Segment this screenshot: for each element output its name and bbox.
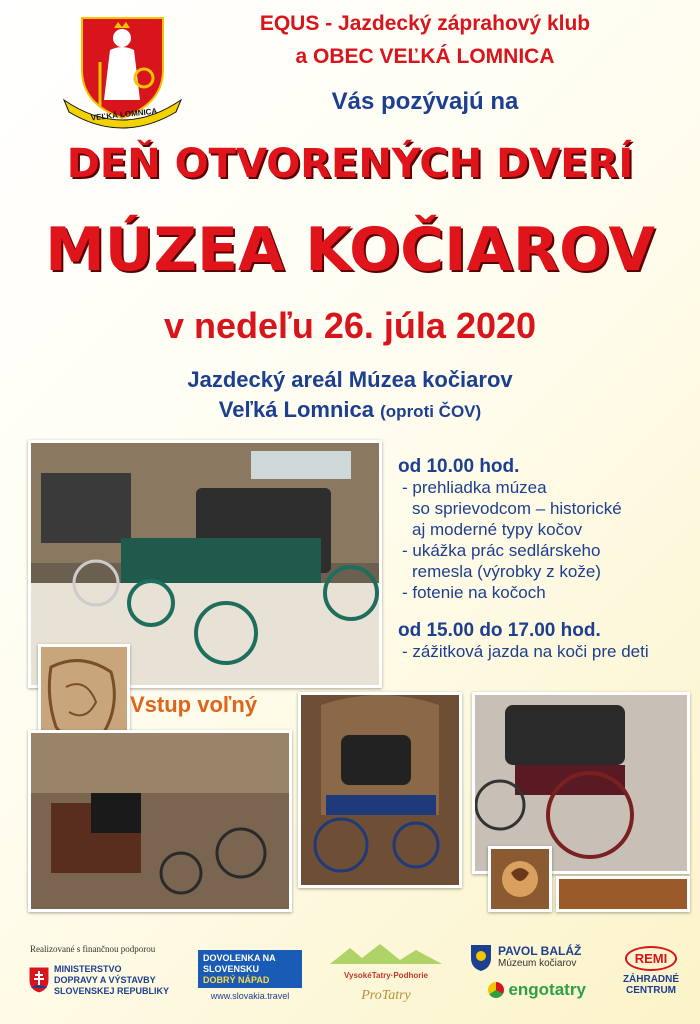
remi-badge: REMI bbox=[625, 946, 678, 971]
title-line-1: DEŇ OTVORENÝCH DVERÍ bbox=[66, 141, 634, 187]
ministry-line: DOPRAVY A VÝSTAVBY bbox=[54, 975, 156, 985]
venue-note: (oproti ČOV) bbox=[380, 402, 482, 421]
slovakia-travel-logo bbox=[198, 950, 302, 1000]
venue-line-2 bbox=[0, 396, 700, 426]
title-line-2: MÚZEA KOČIAROV bbox=[45, 215, 655, 285]
leather-emblem-photo bbox=[488, 846, 552, 912]
schedule-item: aj moderné typy kočov bbox=[412, 520, 583, 539]
balaz-name: PAVOL BALÁŽ bbox=[498, 944, 582, 958]
schedule-item: so sprievodcom – historické bbox=[412, 499, 622, 518]
schedule-item: - ukážka prác sedlárskeho bbox=[402, 541, 601, 560]
vysoke-tatry-logo bbox=[330, 942, 442, 1014]
schedule-item: remesla (výrobky z kože) bbox=[412, 562, 601, 581]
travel-line: DOBRÝ NÁPAD bbox=[203, 975, 270, 985]
ministry-line: MINISTERSTVO bbox=[54, 964, 122, 974]
pro-tatry-text: ProTatry bbox=[361, 988, 411, 1003]
travel-line: DOVOLENKA NA bbox=[203, 953, 276, 963]
support-label: Realizované s finančnou podporou bbox=[30, 944, 156, 954]
carriage-interior-photo bbox=[28, 730, 292, 912]
schedule-block-2 bbox=[398, 620, 698, 662]
engo-icon bbox=[488, 982, 504, 998]
vysoke-tatry-text: VysokéTatry·Podhorie bbox=[343, 971, 429, 980]
engotatry-logo bbox=[488, 980, 588, 1010]
crest-logo bbox=[60, 12, 185, 130]
venue-town: Veľká Lomnica bbox=[218, 397, 375, 422]
ministry-line: SLOVENSKEJ REPUBLIKY bbox=[54, 986, 170, 996]
venue-line-1: Jazdecký areál Múzea kočiarov bbox=[187, 367, 513, 392]
organizer-line-1: EQUS - Jazdecký záprahový klub bbox=[259, 12, 591, 35]
event-date: v nedeľu 26. júla 2020 bbox=[163, 305, 537, 346]
travel-url[interactable]: www.slovakia.travel bbox=[210, 991, 290, 1001]
leather-belt-photo bbox=[556, 876, 690, 912]
remi-logo bbox=[612, 946, 690, 1012]
engo-text: engotatry bbox=[508, 980, 586, 999]
balaz-sub: Múzeum kočiarov bbox=[498, 958, 577, 969]
schedule-block-1 bbox=[398, 456, 693, 603]
balaz-logo bbox=[470, 944, 590, 976]
travel-line: SLOVENSKU bbox=[203, 964, 260, 974]
blue-carriage-photo bbox=[298, 692, 462, 888]
remi-line: CENTRUM bbox=[626, 985, 676, 996]
organizer-line-2: a OBEC VEĽKÁ LOMNICA bbox=[295, 45, 555, 68]
crest-label: VEĽKÁ LOMNICA bbox=[90, 106, 158, 123]
schedule-item: - prehliadka múzea bbox=[402, 478, 547, 497]
schedule-time-1: od 10.00 hod. bbox=[398, 456, 520, 477]
ministry-logo bbox=[28, 960, 188, 1010]
schedule-time-2: od 15.00 do 17.00 hod. bbox=[398, 620, 601, 641]
entry-free-label: Vstup voľný bbox=[130, 692, 258, 717]
invite-text: Vás pozývajú na bbox=[331, 88, 519, 115]
schedule-item: - fotenie na kočoch bbox=[402, 583, 546, 602]
remi-line: ZÁHRADNÉ bbox=[622, 974, 680, 985]
schedule-item: - zážitková jazda na koči pre deti bbox=[402, 642, 649, 661]
